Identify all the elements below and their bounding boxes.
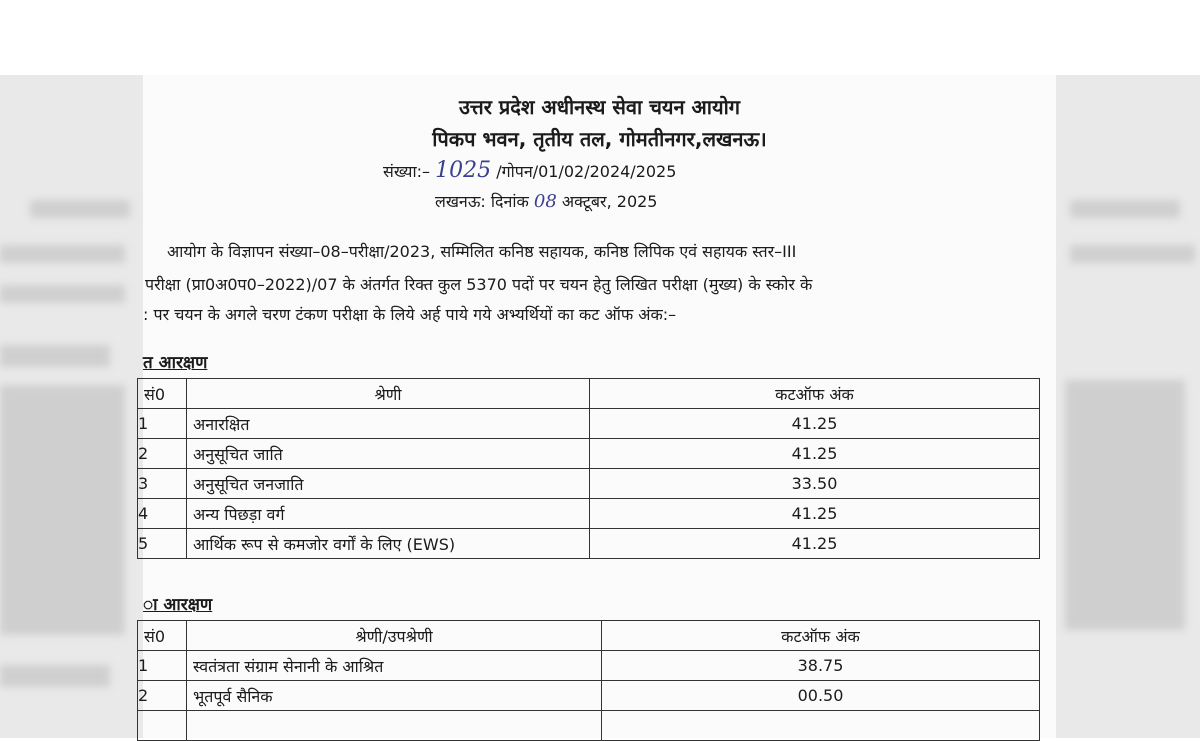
section2-table (137, 620, 1040, 741)
document-page (138, 75, 1056, 738)
section2-title: ा आरक्षण (143, 595, 213, 615)
row-sn: 3 (138, 469, 187, 499)
section1-table (137, 378, 1040, 559)
row-cutoff: 00.50 (602, 681, 1040, 711)
table-row (138, 409, 1040, 439)
table-row (138, 439, 1040, 469)
col-sn: सं0 (138, 621, 187, 651)
table-row (138, 651, 1040, 681)
row-category: अनुसूचित जाति (187, 439, 590, 469)
body-line-2: परीक्षा (प्रा0अ0प0–2022)/07 के अंतर्गत रिक्त कुल 5370 पदों पर चयन हेतु लिखित परीक्षा (मुख्य) के स्कोर के (145, 275, 813, 294)
date-prefix: लखनऊ: दिनांक (435, 192, 529, 211)
section1-title: त आरक्षण (143, 353, 208, 373)
row-sn: 2 (138, 439, 187, 469)
col-cutoff: कटऑफ अंक (602, 621, 1040, 651)
reference-number (383, 158, 676, 183)
row-category: अनारक्षित (187, 409, 590, 439)
row-cutoff: 41.25 (590, 439, 1040, 469)
date-suffix: अक्टूबर, 2025 (561, 192, 658, 211)
ref-handwritten: 1025 (435, 158, 492, 183)
top-margin (0, 0, 1200, 75)
table-row (138, 711, 1040, 741)
row-sn: 5 (138, 529, 187, 559)
row-category: आर्थिक रूप से कमजोर वर्गों के लिए (EWS) (187, 529, 590, 559)
body-line-3: : पर चयन के अगले चरण टंकण परीक्षा के लिये अर्ह पाये गये अभ्यर्थियों का कट ऑफ अंक:– (143, 305, 677, 324)
row-category: अनुसूचित जनजाति (187, 469, 590, 499)
ref-prefix: संख्या:– (383, 162, 430, 181)
col-category: श्रेणी (187, 379, 590, 409)
row-cutoff: 41.25 (590, 529, 1040, 559)
table-header-row (138, 379, 1040, 409)
row-cutoff: 41.25 (590, 499, 1040, 529)
row-cutoff: 38.75 (602, 651, 1040, 681)
table-row (138, 499, 1040, 529)
row-category: भूतपूर्व सैनिक (187, 681, 602, 711)
org-address: पिकप भवन, तृतीय तल, गोमतीनगर,लखनऊ। (432, 127, 767, 151)
table-header-row (138, 621, 1040, 651)
ref-suffix: /गोपन/01/02/2024/2025 (496, 162, 677, 181)
row-cutoff: 41.25 (590, 409, 1040, 439)
col-category: श्रेणी/उपश्रेणी (187, 621, 602, 651)
body-line-1: आयोग के विज्ञापन संख्या–08–परीक्षा/2023, सम्मिलित कनिष्ठ सहायक, कनिष्ठ लिपिक एवं सहायक स्तर–III (167, 242, 797, 261)
col-sn: सं0 (138, 379, 187, 409)
row-sn: 4 (138, 499, 187, 529)
date-handwritten: 08 (533, 191, 557, 212)
table-row (138, 529, 1040, 559)
row-category: स्वतंत्रता संग्राम सेनानी के आश्रित (187, 651, 602, 681)
col-cutoff: कटऑफ अंक (590, 379, 1040, 409)
table-row (138, 469, 1040, 499)
row-sn: 1 (138, 409, 187, 439)
org-name: उत्तर प्रदेश अधीनस्थ सेवा चयन आयोग (458, 95, 741, 119)
row-cutoff: 33.50 (590, 469, 1040, 499)
issue-date (435, 190, 658, 212)
row-category: अन्य पिछड़ा वर्ग (187, 499, 590, 529)
row-sn: 1 (138, 651, 187, 681)
table-row (138, 681, 1040, 711)
row-sn: 2 (138, 681, 187, 711)
